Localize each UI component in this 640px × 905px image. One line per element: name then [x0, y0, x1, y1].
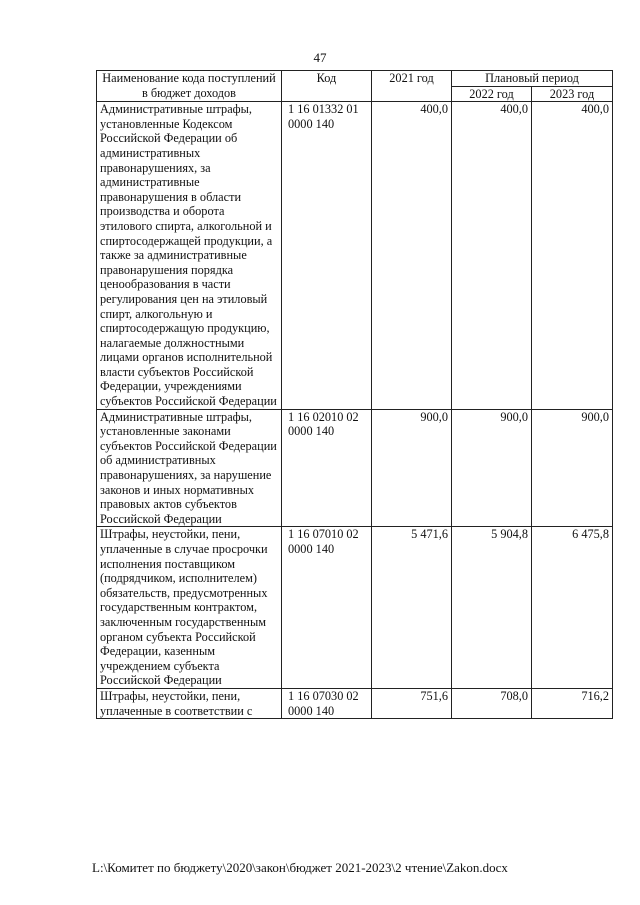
row-2022: 708,0 [452, 688, 532, 718]
header-code: Код [282, 71, 372, 102]
header-2023: 2023 год [532, 86, 613, 102]
header-plan-period: Плановый период [452, 71, 613, 87]
row-2021: 900,0 [372, 409, 452, 527]
header-2021: 2021 год [372, 71, 452, 102]
row-2023: 716,2 [532, 688, 613, 718]
header-2022: 2022 год [452, 86, 532, 102]
row-2023: 400,0 [532, 102, 613, 409]
table-row [97, 409, 613, 527]
row-name: Штрафы, неустойки, пени, уплаченные в случае просрочки исполнения поставщиком (подрядчиком, исполнителем) обязательств, предусмотренных государственным контрактом, заключенным государственным органом субъекта Российской Федерации, казенным учреждением субъекта Российской Федерации [97, 527, 282, 689]
row-code: 1 16 07030 02 0000 140 [282, 688, 372, 718]
page-number: 47 [313, 50, 327, 65]
file-path-footer: L:\Комитет по бюджету\2020\закон\бюджет 2021-2023\2 чтение\Zakon.docx [92, 860, 508, 875]
row-2021: 751,6 [372, 688, 452, 718]
table-row [97, 102, 613, 409]
table-row [97, 527, 613, 689]
revenue-table [96, 70, 613, 719]
row-2023: 900,0 [532, 409, 613, 527]
row-2022: 900,0 [452, 409, 532, 527]
header-name: Наименование кода поступлений в бюджет доходов [97, 71, 282, 102]
row-code: 1 16 07010 02 0000 140 [282, 527, 372, 689]
row-code: 1 16 01332 01 0000 140 [282, 102, 372, 409]
row-name: Штрафы, неустойки, пени, уплаченные в соответствии с [97, 688, 282, 718]
row-2022: 400,0 [452, 102, 532, 409]
row-2023: 6 475,8 [532, 527, 613, 689]
row-2022: 5 904,8 [452, 527, 532, 689]
row-name: Административные штрафы, установленные Кодексом Российской Федерации об административных правонарушениях, за административные правонарушения в области производства и оборота этилового спирта, алкогольной и спиртосодержащей продукции, а также за административные правонарушения порядка ценообразования в части регулирования цен на этиловый спирт, алкогольную и спиртосодержащую продукцию, налагаемые должностными лицами органов исполнительной власти субъектов Российской Федерации, учреждениями субъектов Российской Федерации [97, 102, 282, 409]
row-name: Административные штрафы, установленные законами субъектов Российской Федерации об административных правонарушениях, за нарушение законов и иных нормативных правовых актов субъектов Российской Федерации [97, 409, 282, 527]
row-2021: 5 471,6 [372, 527, 452, 689]
row-2021: 400,0 [372, 102, 452, 409]
table-row [97, 688, 613, 718]
row-code: 1 16 02010 02 0000 140 [282, 409, 372, 527]
